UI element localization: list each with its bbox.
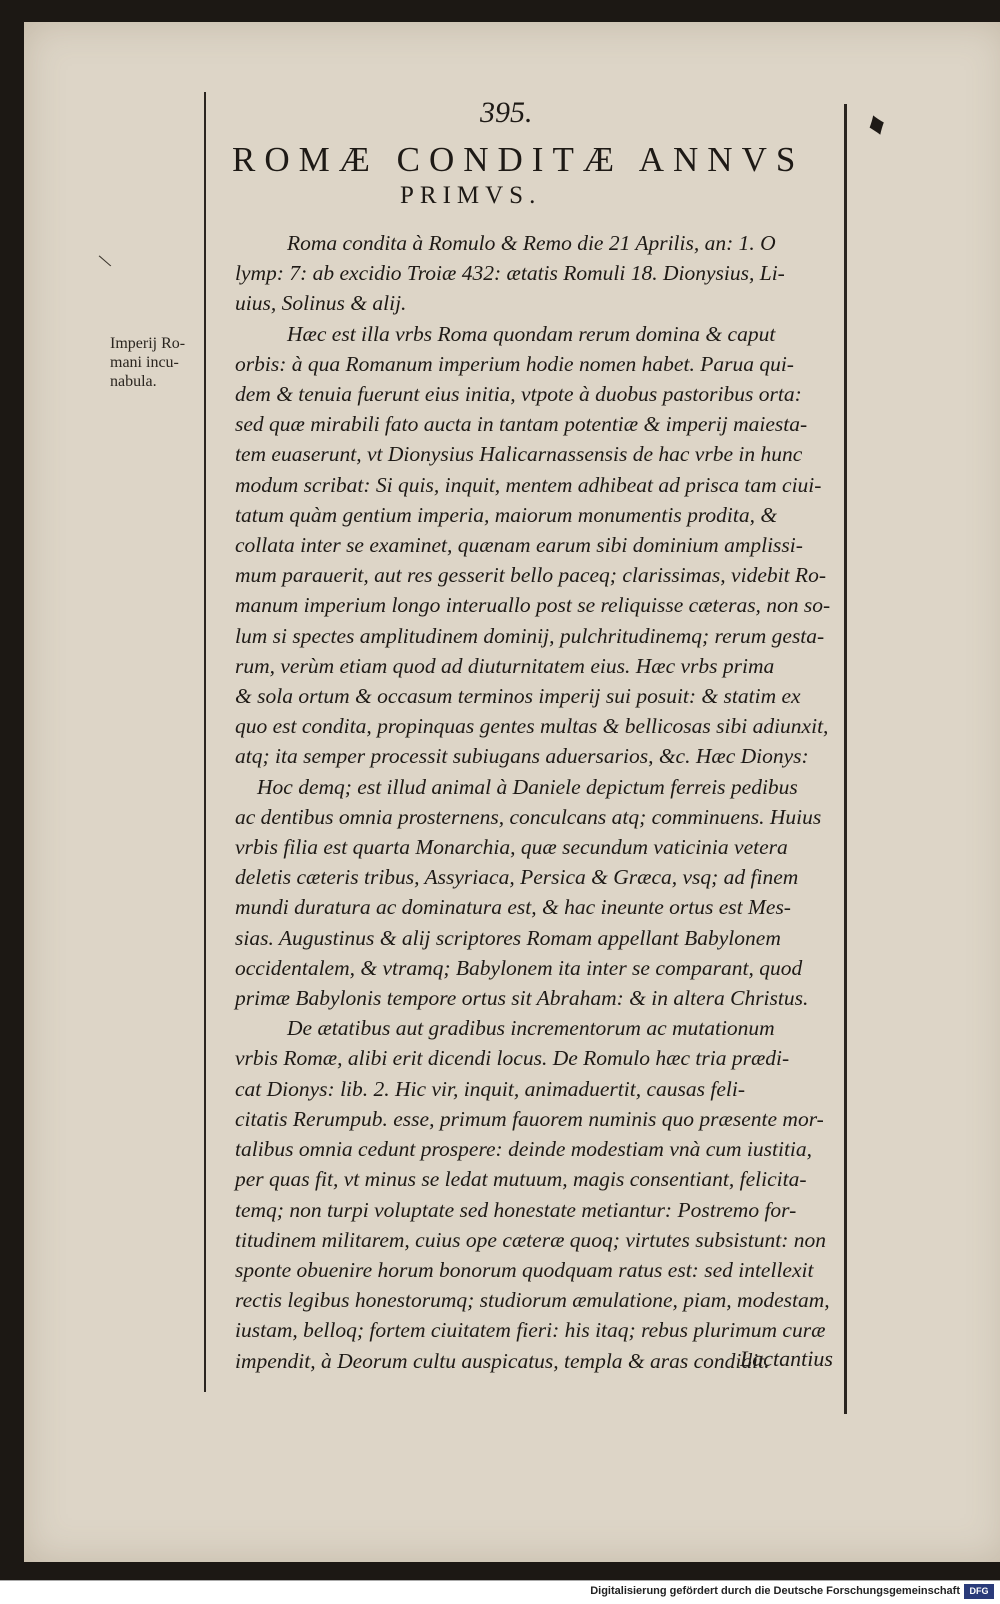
text-line: ac dentibus omnia prosternens, conculcans atq; comminuens. Huius <box>235 804 822 829</box>
margin-tick-mark: \ <box>95 248 114 273</box>
text-line: mum parauerit, aut res gesserit bello paceq; clarissimas, videbit Ro- <box>235 563 826 588</box>
text-line: Hæc est illa vrbs Roma quondam rerum domina & caput <box>287 321 776 346</box>
text-line: manum imperium longo interuallo post se reliquisse cæteras, non so- <box>235 593 831 618</box>
margin-note-line: Imperij Ro- <box>110 335 186 352</box>
margin-note-line: nabula. <box>110 373 157 390</box>
text-line: Hoc demq; est illud animal à Daniele depictum ferreis pedibus <box>257 774 798 799</box>
text-line: lum si spectes amplitudinem dominij, pulchritudinemq; rerum gesta- <box>235 623 825 648</box>
page-number: 395. <box>480 96 533 129</box>
body-text <box>235 228 845 1376</box>
left-margin-rule <box>204 92 206 1392</box>
text-line: & sola ortum & occasum terminos imperij sui posuit: & statim ex <box>235 684 801 709</box>
text-line: sed quæ mirabili fato aucta in tantam potentiæ & imperij maiesta- <box>235 412 808 437</box>
text-line: primæ Babylonis tempore ortus sit Abraham: & in altera Christus. <box>235 986 809 1011</box>
text-line: sponte obuenire horum bonorum quodquam ratus est: sed intellexit <box>235 1257 814 1282</box>
text-line: temq; non turpi voluptate sed honestate metiantur: Postremo for- <box>235 1197 797 1222</box>
text-line: uius, Solinus & alij. <box>235 291 407 316</box>
text-line: vrbis Romæ, alibi erit dicendi locus. De Romulo hæc tria prædi- <box>235 1046 790 1071</box>
text-line: quo est condita, propinquas gentes multas & bellicosas sibi adiunxit, <box>235 714 829 739</box>
text-line: lymp: 7: ab excidio Troiæ 432: ætatis Romuli 18. Dionysius, Li- <box>235 261 785 286</box>
text-line: vrbis filia est quarta Monarchia, quæ secundum vaticinia vetera <box>235 835 788 860</box>
text-line: titudinem militarem, cuius ope cæteræ quoq; virtutes subsistunt: non <box>235 1227 827 1252</box>
margin-note-line: mani incu- <box>110 354 179 371</box>
chapter-subtitle: PRIMVS. <box>400 182 542 209</box>
text-line: citatis Rerumpub. esse, primum fauorem numinis quo præsente mor- <box>235 1106 824 1131</box>
catchword: Lactantius <box>740 1346 833 1371</box>
text-line: atq; ita semper processit subiugans aduersarios, &c. Hæc Dionys: <box>235 744 809 769</box>
text-line: De ætatibus aut gradibus incrementorum ac mutationum <box>287 1016 775 1041</box>
funding-credit: Digitalisierung gefördert durch die Deutsche Forschungsgemeinschaft <box>590 1585 960 1597</box>
footer-bar <box>0 1580 1000 1604</box>
text-line: per quas fit, vt minus se ledat mutuum, magis consentiant, felicita- <box>235 1167 807 1192</box>
text-line: cat Dionys: lib. 2. Hic vir, inquit, animaduertit, causas feli- <box>235 1076 745 1101</box>
text-line: impendit, à Deorum cultu auspicatus, templa & aras condidit. <box>235 1348 770 1373</box>
text-line: orbis: à qua Romanum imperium hodie nomen habet. Parua qui- <box>235 351 794 376</box>
text-line: tem euaserunt, vt Dionysius Halicarnassensis de hac vrbe in hunc <box>235 442 803 467</box>
text-line: rectis legibus honestorumq; studiorum æmulatione, piam, modestam, <box>235 1288 830 1313</box>
text-line: rum, verùm etiam quod ad diuturnitatem eius. Hæc vrbs prima <box>235 653 775 678</box>
text-line: modum scribat: Si quis, inquit, mentem adhibeat ad prisca tam ciui- <box>235 472 822 497</box>
text-line: dem & tenuia fuerunt eius initia, vtpote à duobus pastoribus orta: <box>235 382 802 407</box>
text-line: deletis cæteris tribus, Assyriaca, Persica & Græca, vsq; ad finem <box>235 865 799 890</box>
ink-blot-mark: ♦ <box>862 104 891 145</box>
chapter-title: ROMÆ CONDITÆ ANNVS <box>232 140 805 179</box>
text-line: tatum quàm gentium imperia, maiorum monumentis prodita, & <box>235 502 778 527</box>
text-line: iustam, belloq; fortem ciuitatem fieri: his itaq; rebus plurimum curæ <box>235 1318 826 1343</box>
text-line: collata inter se examinet, quænam earum sibi dominium amplissi- <box>235 533 803 558</box>
text-line: Roma condita à Romulo & Remo die 21 Aprilis, an: 1. O <box>287 231 776 255</box>
text-line: talibus omnia cedunt prospere: deinde modestiam vnà cum iustitia, <box>235 1137 813 1162</box>
margin-note <box>110 334 220 391</box>
text-line: sias. Augustinus & alij scriptores Romam appellant Babylonem <box>235 925 781 950</box>
text-line: occidentalem, & vtramq; Babylonem ita inter se comparant, quod <box>235 955 803 980</box>
text-line: mundi duratura ac dominatura est, & hac ineunte ortus est Mes- <box>235 895 791 920</box>
dfg-logo: DFG <box>964 1584 994 1599</box>
